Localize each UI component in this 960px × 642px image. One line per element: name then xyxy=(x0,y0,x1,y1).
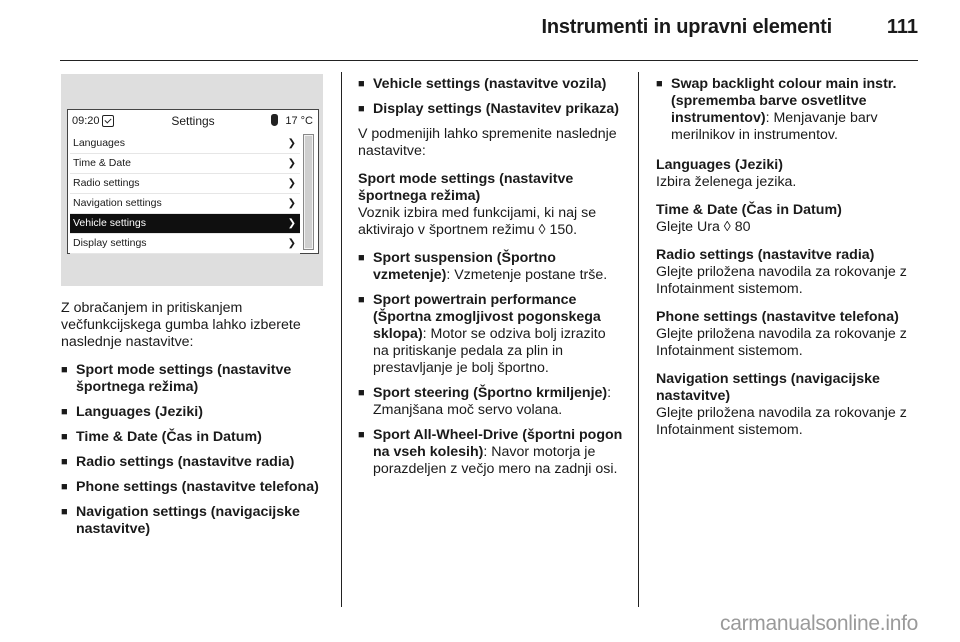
section-heading: Navigation settings (navigacijske nastavitve) xyxy=(656,371,880,404)
menu-item-vehicle-settings[interactable] xyxy=(70,214,300,234)
list-item-label: Navigation settings (navigacijske nastavitve) xyxy=(76,504,300,537)
menu-item-navigation-settings[interactable] xyxy=(70,194,300,214)
list-item-desc: : Vzmetenje postane trše. xyxy=(446,267,608,283)
menu-item-label: Languages xyxy=(73,137,125,149)
list-item-desc: : Menjavanje barv merilnikov in instrumentov. xyxy=(671,110,878,143)
column-2 xyxy=(358,76,624,486)
list-item xyxy=(358,385,624,419)
bullet-icon: ■ xyxy=(358,78,365,90)
list-item-label: Display settings (Nastavitev prikaza) xyxy=(373,101,620,117)
section-text: Glejte priložena navodila za rokovanje z Infotainment sistemom. xyxy=(656,264,907,297)
list-item xyxy=(358,292,624,377)
list-item-label: Languages (Jeziki) xyxy=(76,404,203,420)
column-divider-2 xyxy=(638,72,639,607)
bullet-icon: ■ xyxy=(358,429,365,441)
menu-scrollbar[interactable] xyxy=(303,134,314,250)
bullet-icon: ■ xyxy=(358,252,365,264)
list-item-desc: : Zmanjšana moč servo volana. xyxy=(373,385,612,418)
section-text: Glejte priložena navodila za rokovanje z Infotainment sistemom. xyxy=(656,326,907,359)
menu-item-label: Navigation settings xyxy=(73,197,162,209)
bullet-icon: ■ xyxy=(61,506,68,518)
column-1 xyxy=(61,76,327,546)
section-text: Glejte priložena navodila za rokovanje z Infotainment sistemom. xyxy=(656,405,907,438)
display-top-bar xyxy=(68,110,318,132)
list-item-desc: : Navor motorja je porazdeljen z večjo mero na zadnji osi. xyxy=(373,444,618,477)
display-time: 09:20 xyxy=(72,115,100,127)
section-heading: Languages (Jeziki) xyxy=(656,157,783,173)
list-item-label: Phone settings (nastavitve telefona) xyxy=(76,479,319,495)
list-item-desc: : Motor se odziva bolj izrazito na pritiskanje pedala za plin in prestavljanje je bolj športno. xyxy=(373,326,606,376)
bullet-icon: ■ xyxy=(358,387,365,399)
chevron-right-icon: ❯ xyxy=(287,138,296,149)
chevron-right-icon: ❯ xyxy=(287,238,296,249)
chevron-right-icon: ❯ xyxy=(287,158,296,169)
section-heading: Sport mode settings (nastavitve športnega režima) xyxy=(358,171,574,204)
watermark: carmanualsonline.info xyxy=(720,612,918,635)
list-item-label: Radio settings (nastavitve radia) xyxy=(76,454,295,470)
bullet-icon: ■ xyxy=(61,431,68,443)
bullet-icon: ■ xyxy=(61,406,68,418)
chevron-right-icon: ❯ xyxy=(287,198,296,209)
list-item xyxy=(358,250,624,284)
display-screen xyxy=(67,109,319,254)
menu-item-time-date[interactable] xyxy=(70,154,300,174)
section-text: Voznik izbira med funkcijami, ki naj se aktivirajo v športnem režimu ◊ 150. xyxy=(358,205,597,238)
list-item-label: Sport mode settings (nastavitve športnega režima) xyxy=(76,362,292,395)
chevron-right-icon: ❯ xyxy=(287,178,296,189)
list-item-term: Swap backlight colour main instr. (sprememba barve osvetlitve instrumentov) xyxy=(671,76,897,126)
section-heading: Phone settings (nastavitve telefona) xyxy=(656,309,899,325)
section-text: Izbira želenega jezika. xyxy=(656,174,797,190)
list-item xyxy=(61,454,327,471)
display-temperature: 17 °C xyxy=(285,115,313,127)
list-item xyxy=(61,504,327,538)
column-3 xyxy=(656,76,918,450)
list-item-label: Time & Date (Čas in Datum) xyxy=(76,429,262,445)
list-item-term: Sport steering (Športno krmiljenje) xyxy=(373,385,608,401)
page-header-title: Instrumenti in upravni elementi xyxy=(541,16,832,38)
menu-item-display-settings[interactable] xyxy=(70,234,300,254)
intro-text: Z obračanjem in pritiskanjem večfunkcijskega gumba lahko izberete naslednje nastavitve: xyxy=(61,300,301,350)
list-item xyxy=(61,479,327,496)
column-divider-1 xyxy=(341,72,342,607)
thermometer-icon xyxy=(271,114,278,126)
list-item-label: Vehicle settings (nastavitve vozila) xyxy=(373,76,607,92)
list-item xyxy=(656,76,918,144)
list-item xyxy=(61,404,327,421)
list-item-term: Sport suspension (Športno vzmetenje) xyxy=(373,250,556,283)
section-heading: Time & Date (Čas in Datum) xyxy=(656,202,842,218)
page-number: 111 xyxy=(886,16,918,38)
header-rule xyxy=(60,60,918,61)
menu-item-label: Vehicle settings xyxy=(73,217,146,229)
chevron-right-icon: ❯ xyxy=(287,218,296,229)
menu-item-languages[interactable] xyxy=(70,134,300,154)
list-item-term: Sport All-Wheel-Drive (športni pogon na vseh kolesih) xyxy=(373,427,623,460)
list-item xyxy=(358,101,624,118)
bullet-icon: ■ xyxy=(61,364,68,376)
scrollbar-thumb[interactable] xyxy=(305,136,312,248)
menu-item-label: Radio settings xyxy=(73,177,140,189)
list-item-term: Sport powertrain performance (Športna zmogljivost pogonskega sklopa) xyxy=(373,292,601,342)
settings-menu xyxy=(70,134,300,254)
display-title: Settings xyxy=(171,114,215,128)
menu-item-radio-settings[interactable] xyxy=(70,174,300,194)
menu-item-label: Display settings xyxy=(73,237,147,249)
submenu-intro-text: V podmenijih lahko spremenite naslednje nastavitve: xyxy=(358,126,617,159)
list-item xyxy=(358,427,624,478)
bullet-icon: ■ xyxy=(656,78,663,90)
section-heading: Radio settings (nastavitve radia) xyxy=(656,247,875,263)
list-item xyxy=(61,429,327,446)
list-item xyxy=(358,76,624,93)
bullet-icon: ■ xyxy=(61,456,68,468)
settings-screenshot xyxy=(61,74,323,286)
list-item xyxy=(61,362,327,396)
bullet-icon: ■ xyxy=(358,103,365,115)
bullet-icon: ■ xyxy=(61,481,68,493)
bullet-icon: ■ xyxy=(358,294,365,306)
menu-item-label: Time & Date xyxy=(73,157,131,169)
section-text: Glejte Ura ◊ 80 xyxy=(656,219,751,235)
